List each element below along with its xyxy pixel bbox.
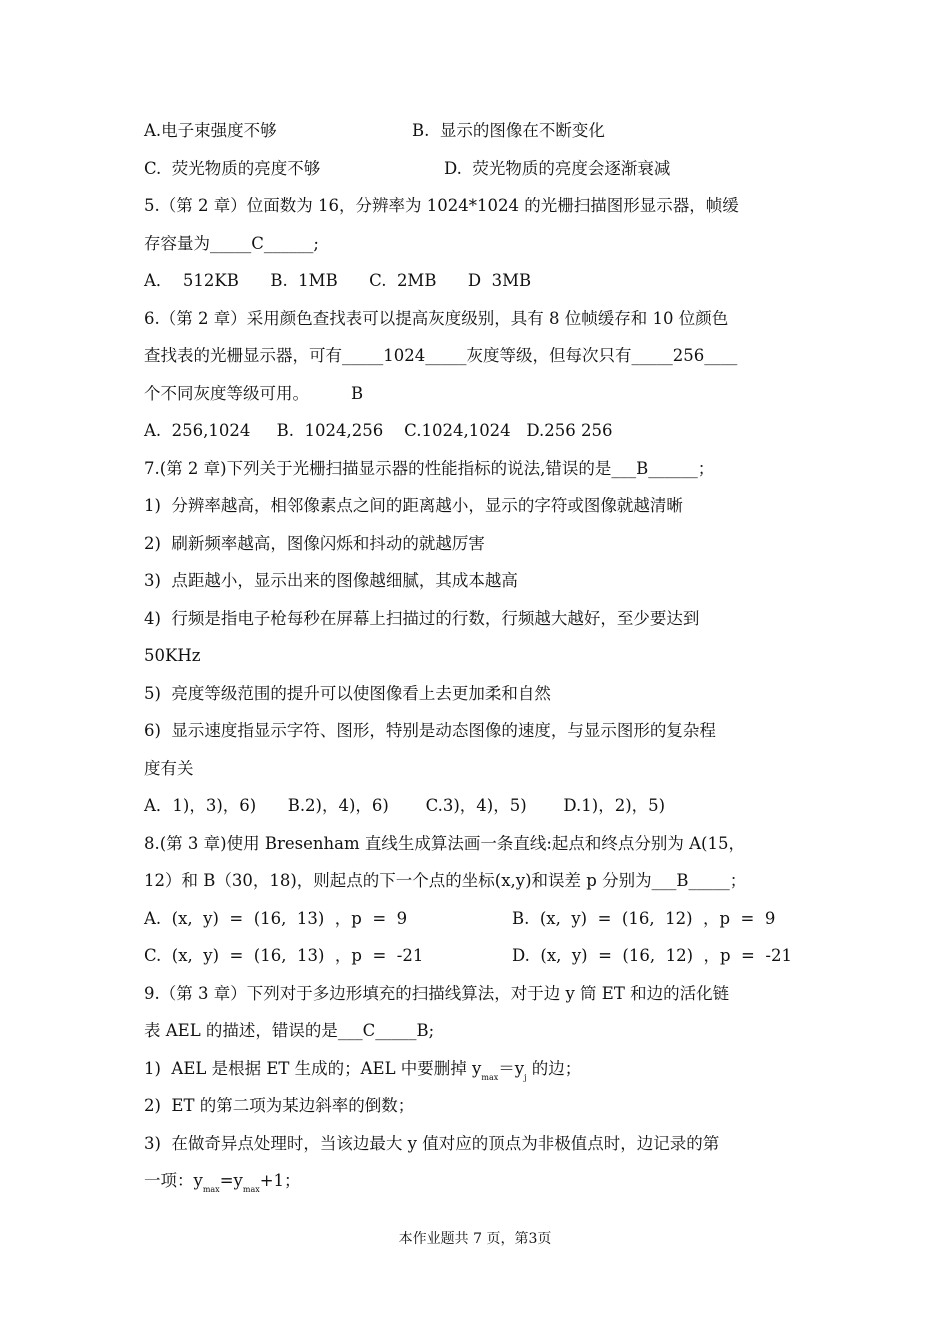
q8-stem-line2: 12）和 B（30，18)，则起点的下一个点的坐标(x,y)和误差 p 分别为___B_____； [144, 871, 747, 890]
q6-stem-line1: 6.（第 2 章）采用颜色查找表可以提高灰度级别，具有 8 位帧缓存和 10 位颜色 [144, 308, 729, 328]
q9-s1-text-pre: 1) AEL 是根据 ET 生成的；AEL 中要删掉 y [144, 1058, 482, 1078]
q9-statement-2: 2) ET 的第二项为某边斜率的倒数； [144, 1096, 415, 1115]
q5-options: A． 512KB B. 1MB C. 2MB D 3MB [144, 271, 532, 290]
q7-statement-4b: 50KHz [144, 646, 201, 665]
q4-option-c: C. 荧光物质的亮度不够 [144, 158, 321, 178]
q9-s3b-text-pre: 一项：y [144, 1171, 203, 1190]
q9-s1-subscript-max: max [481, 1072, 499, 1082]
q4-option-b: B. 显示的图像在不断变化 [412, 121, 605, 140]
q9-s1-text-mid: ＝y [498, 1058, 525, 1078]
q9-s3b-subscript-max-2: max [242, 1185, 260, 1194]
q8-option-c: C. (x, y) = (16, 13) ，p = -21 [144, 946, 424, 965]
q8-option-a: A. (x, y) = (16, 13) ，p = 9 [144, 908, 408, 928]
q9-s1-text-post: 的边； [526, 1058, 582, 1078]
q6-options: A. 256,1024 B. 1024,256 C.1024,1024 D.256 256 [144, 421, 613, 440]
q9-s1-subscript-j: j [524, 1072, 527, 1082]
q4-option-a: A.电子束强度不够 [144, 121, 277, 140]
q6-stem-line3: 个不同灰度等级可用。 B [144, 383, 364, 403]
q7-stem: 7.(第 2 章)下列关于光栅扫描显示器的性能指标的说法,错误的是___B______； [144, 458, 715, 478]
q9-statement-3b [144, 1162, 812, 1200]
q7-statement-2: 2) 刷新频率越高，图像闪烁和抖动的就越厉害 [144, 533, 485, 553]
q4-options-row2 [144, 150, 812, 188]
q4-option-d: D. 荧光物质的亮度会逐渐衰减 [444, 158, 671, 178]
q9-statement-1 [144, 1050, 812, 1088]
q7-statement-3: 3) 点距越小，显示出来的图像越细腻，其成本越高 [144, 571, 518, 590]
q5-stem-line2: 存容量为_____C______; [144, 233, 319, 253]
q8-option-d: D. (x, y) = (16, 12) ，p = -21 [512, 946, 792, 965]
q6-stem-line2: 查找表的光栅显示器，可有_____1024_____灰度等级，但每次只有_____256____ [144, 346, 738, 365]
question-body [144, 112, 812, 1200]
q8-options-row2 [144, 937, 812, 975]
q9-s3b-text-post: +1； [259, 1171, 301, 1190]
q7-options: A．1)，3)，6) B.2)，4)，6) C.3)，4)，5) D.1)，2)，5) [144, 796, 666, 815]
q9-s3b-subscript-max-1: max [202, 1185, 220, 1194]
q4-options-row1 [144, 112, 812, 150]
q7-statement-6b: 度有关 [144, 758, 194, 778]
q7-statement-1: 1) 分辨率越高，相邻像素点之间的距离越小，显示的字符或图像就越清晰 [144, 496, 683, 515]
q9-stem-line2: 表 AEL 的描述，错误的是___C_____B; [144, 1021, 435, 1040]
q5-stem-line1: 5.（第 2 章）位面数为 16，分辨率为 1024*1024 的光栅扫描图形显示器，帧缓 [144, 196, 739, 215]
q7-statement-5: 5) 亮度等级范围的提升可以使图像看上去更加柔和自然 [144, 683, 551, 703]
q9-statement-3: 3) 在做奇异点处理时，当该边最大 y 值对应的顶点为非极值点时，边记录的第 [144, 1133, 720, 1153]
q8-stem-line1: 8.(第 3 章)使用 Bresenham 直线生成算法画一条直线:起点和终点分别为 A(15， [144, 833, 745, 853]
q7-statement-4a: 4) 行频是指电子枪每秒在屏幕上扫描过的行数，行频越大越好，至少要达到 [144, 608, 700, 628]
q9-stem-line1: 9.（第 3 章）下列对于多边形填充的扫描线算法，对于边 y 筒 ET 和边的活化链 [144, 983, 730, 1003]
page-footer: 本作业题共 7 页，第3页 [398, 1231, 552, 1247]
q9-s3b-text-mid: =y [219, 1171, 243, 1190]
q8-options-row1 [144, 900, 812, 938]
q7-statement-6a: 6) 显示速度指显示字符、图形，特别是动态图像的速度，与显示图形的复杂程 [144, 721, 716, 740]
q8-option-b: B. (x, y) = (16, 12) ，p = 9 [512, 908, 776, 928]
